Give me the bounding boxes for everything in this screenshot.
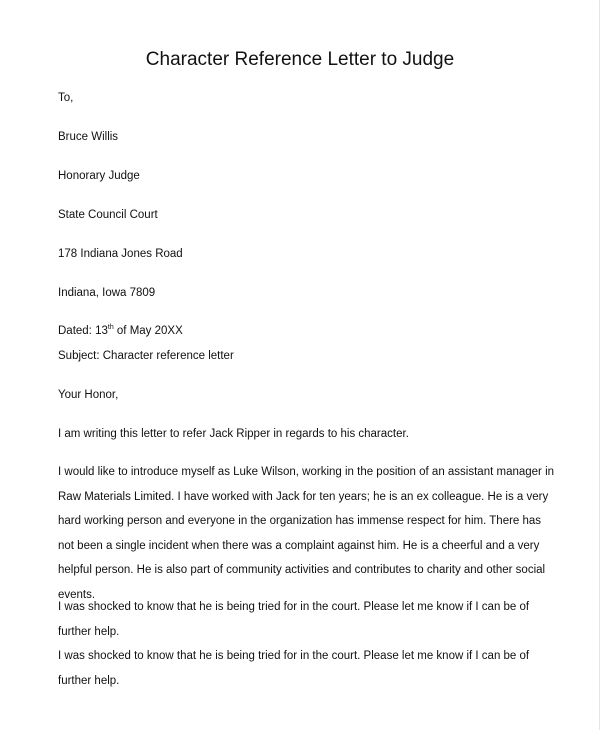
recipient-organization: State Council Court: [58, 209, 158, 221]
paragraph-closing-1: I was shocked to know that he is being tried for in the court. Please let me know if I can be of further help.: [58, 601, 530, 638]
paragraph-body: I would like to introduce myself as Luke Wilson, working in the position of an assistant manager in Raw Materials Limited. I have worked with Jack for ten years; he is an ex colleague. He is a very hard working person and everyone in the organization has immense respect for him. There has not been a single incident when there was a complaint against him. He is a cheerful and a very helpful person. He is also part of community activities and contributes to charity and other social events.: [58, 466, 555, 601]
salutation: Your Honor,: [58, 389, 119, 401]
recipient-position: Honorary Judge: [58, 170, 140, 182]
paragraph-intro: I am writing this letter to refer Jack Ripper in regards to his character.: [58, 428, 409, 440]
date-prefix: Dated: 13: [58, 325, 108, 337]
letter-subject: Subject: Character reference letter: [58, 350, 234, 362]
recipient-street: 178 Indiana Jones Road: [58, 248, 183, 260]
letter-date: [58, 324, 183, 338]
date-suffix: th: [107, 324, 114, 332]
paragraph-closing-2: I was shocked to know that he is being tried for in the court. Please let me know if I can be of further help.: [58, 650, 530, 687]
document-title: Character Reference Letter to Judge: [145, 49, 455, 70]
recipient-name: Bruce Willis: [58, 131, 119, 143]
recipient-to: To,: [58, 92, 74, 104]
date-rest: of May 20XX: [113, 325, 183, 337]
recipient-city: Indiana, Iowa 7809: [58, 287, 156, 299]
